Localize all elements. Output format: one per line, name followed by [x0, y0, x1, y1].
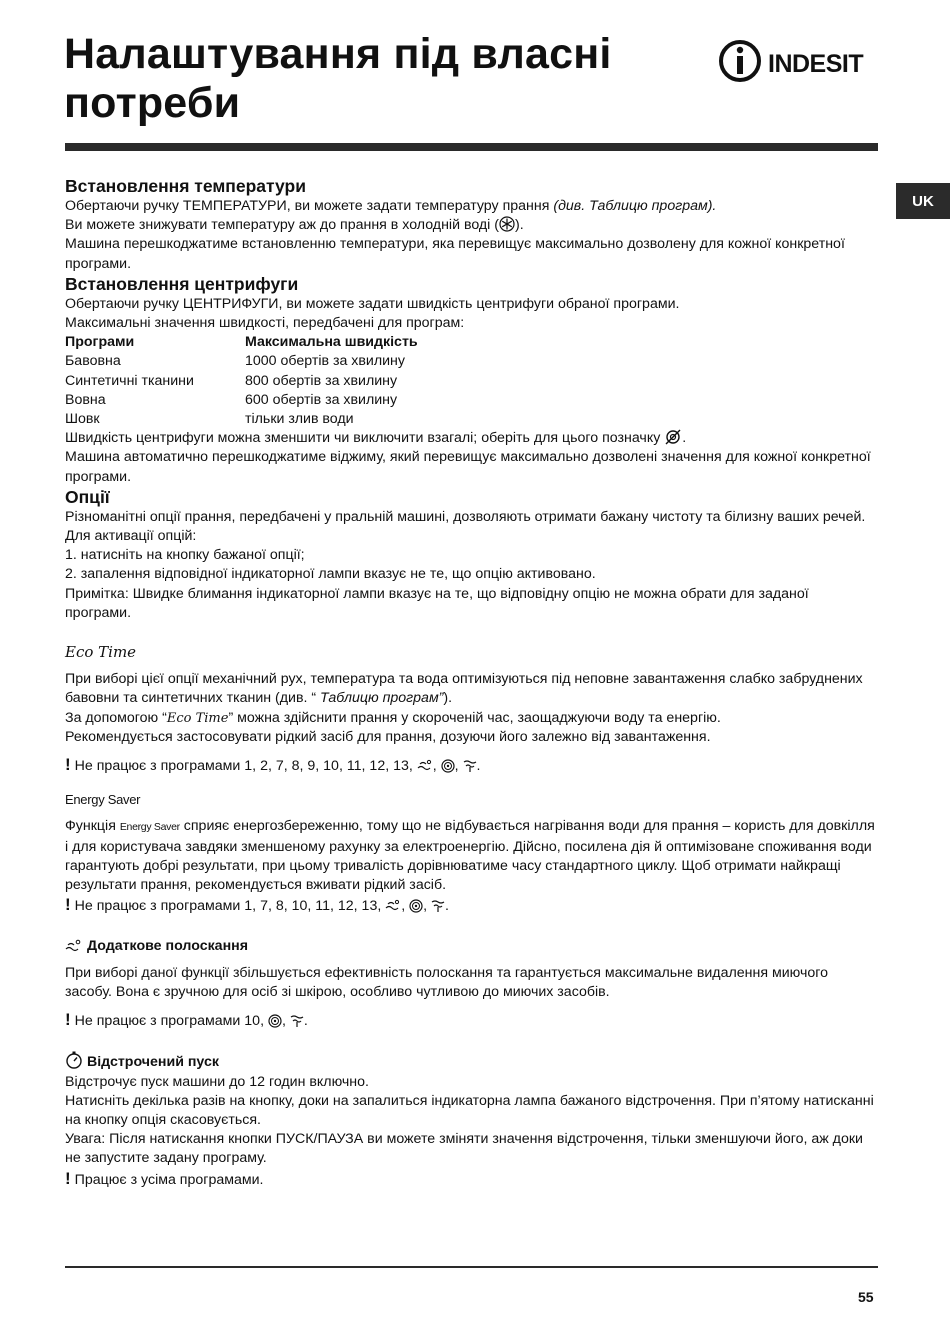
- extra-rinse-warning: ! Не працює з програмами 10, , .: [65, 1010, 308, 1030]
- spin-p2: Максимальні значення швидкості, передбачені для програм:: [65, 315, 465, 332]
- drain-icon: [431, 899, 445, 913]
- ecotime-warning: ! Не працює з програмами 1, 2, 7, 8, 9, 10, 11, 12, 13, , , .: [65, 755, 481, 775]
- warning-icon: !: [65, 895, 71, 915]
- program-cell: Вовна: [65, 391, 106, 408]
- col-max-speed: Максимальна швидкість: [245, 334, 418, 351]
- ecotime-p2: [65, 709, 878, 728]
- text: Працює з усіма програмами.: [74, 1171, 264, 1188]
- spacer: [65, 662, 878, 670]
- delay-start-p3: Увага: Після натискання кнопки ПУСК/ПАУЗА ви можете зміняти значення відстрочення, тільки зменшуючи його, аж доки не запустите задану програму.: [65, 1131, 863, 1167]
- text: Функція: [65, 818, 120, 835]
- spin-p1: Обертаючи ручку ЦЕНТРИФУГИ, ви можете задати швидкість центрифуги обраної програми.: [65, 295, 680, 312]
- wool-icon: [441, 759, 455, 773]
- spacer: [65, 809, 878, 817]
- spin-p3: [65, 429, 878, 448]
- section-energy-saver: [65, 790, 878, 916]
- text: Швидкість центрифуги можна зменшити чи виключити взагалі; оберіть для цього позначку: [65, 430, 665, 447]
- rinse-icon: [417, 759, 433, 773]
- table-row: [65, 391, 418, 410]
- text-italic: Таблицю програм”: [316, 690, 444, 707]
- text: Не працює з програмами 1, 2, 7, 8, 9, 10, 11, 12, 13,: [74, 758, 417, 775]
- text: При виборі цієї опції механічний рух, температура та вода оптимізуються під неповне завантаження слабко забруднених бавовни та синтетичних тканин (див. “: [65, 671, 863, 707]
- spacer: [65, 747, 878, 755]
- section-temperature: [65, 176, 878, 274]
- footer-rule: [65, 1266, 878, 1268]
- rinse-icon: [385, 899, 401, 913]
- wool-icon: [409, 899, 423, 913]
- speed-cell: 600 обертів за хвилину: [245, 391, 398, 408]
- ecotime-label: Eco Time: [65, 643, 137, 662]
- text: .: [682, 430, 687, 447]
- section-delay-start: [65, 1051, 878, 1189]
- no-spin-icon: [664, 429, 682, 445]
- text: ).: [515, 217, 524, 234]
- text: За допомогою “: [65, 709, 167, 726]
- text-italic: (див. Таблицю програм).: [553, 198, 717, 214]
- stopwatch-icon: [65, 1051, 83, 1069]
- section-ecotime: [65, 643, 878, 776]
- subheading: Відстрочений пуск: [86, 1054, 219, 1071]
- ecotime-p1: [65, 670, 878, 708]
- page-number: 55: [858, 1289, 874, 1305]
- text: Ви можете знижувати температуру аж до прання в холодній воді (: [65, 217, 499, 234]
- title-line-2: потреби: [64, 79, 241, 127]
- options-heading: Опції: [65, 486, 110, 507]
- text: ).: [443, 690, 453, 707]
- program-cell: Бавовна: [65, 353, 121, 370]
- text: сприяє енергозбереженню, тому що не відбувається нагрівання води для прання – користь для довкілля і для користувача завдяки зменшеному рахунку за електроенергію. Дійсно, посилена дія й оптимізоване споживання води гарантують добрі результати, при цьому тривалість дорівнюватиме часу стандартного циклу. Щоб отримати найкращі результати прання, рекомендується вживати рідкий засіб.: [65, 818, 875, 894]
- temperature-p1: [65, 197, 878, 216]
- speed-cell: тільки злив води: [245, 411, 354, 428]
- options-p3: 1. натисніть на кнопку бажаної опції;: [65, 547, 305, 564]
- drain-icon: [290, 1014, 304, 1028]
- title-line-1: Налаштування під власні: [64, 30, 612, 78]
- col-programs: Програми: [65, 334, 135, 351]
- spin-speed-table: [65, 333, 418, 429]
- language-tab: UK: [896, 183, 950, 219]
- table-row: [65, 372, 418, 391]
- brand-name: INDESIT: [768, 50, 864, 78]
- spacer: [65, 776, 878, 790]
- ecotime-p3: Рекомендується застосовувати рідкий засіб для прання, дозуючи його залежно від завантаження.: [65, 728, 711, 745]
- energy-saver-warning: ! Не працює з програмами 1, 7, 8, 10, 11, 12, 13, , , .: [65, 895, 449, 915]
- temperature-heading: Встановлення температури: [65, 176, 306, 196]
- program-cell: Синтетичні тканини: [65, 372, 194, 389]
- page-content: [65, 176, 878, 1190]
- spin-p4: Машина автоматично перешкоджатиме віджиму, який перевищує максимально дозволені значення для кожної конкретної програми.: [65, 449, 871, 485]
- warning-icon: !: [65, 755, 71, 775]
- delay-start-heading: [65, 1051, 878, 1072]
- speed-cell: 1000 обертів за хвилину: [245, 353, 405, 370]
- delay-start-p1: Відстрочує пуск машини до 12 годин включно.: [65, 1073, 369, 1090]
- spacer: [65, 1031, 878, 1051]
- temperature-p3: Машина перешкоджатиме встановленню температури, яка перевищує максимально дозволену для кожної конкретної програми.: [65, 236, 845, 272]
- table-row: [65, 352, 418, 371]
- extra-rinse-p1: При виборі даної функції збільшується ефективність полоскання та гарантується максимальне видалення миючого засобу. Вона є зручною для осіб зі шкірою, особливо чутливою до миючих засобів.: [65, 964, 828, 1000]
- section-extra-rinse: [65, 937, 878, 1032]
- text: ” можна здійснити прання у скороченій час, заощаджуючи воду та енергію.: [228, 709, 721, 726]
- warning-icon: !: [65, 1010, 71, 1030]
- program-cell: Шовк: [65, 411, 100, 428]
- table-header-row: [65, 333, 418, 352]
- warning-icon: !: [65, 1168, 71, 1188]
- indesit-logo: [716, 38, 881, 84]
- snowflake-icon: [499, 216, 515, 232]
- text: Не працює з програмами 1, 7, 8, 10, 11, 12, 13,: [74, 898, 386, 915]
- drain-icon: [463, 759, 477, 773]
- table-row: [65, 410, 418, 429]
- options-p2: Для активації опцій:: [65, 528, 197, 545]
- text: Обертаючи ручку ТЕМПЕРАТУРИ, ви можете задати температуру прання: [65, 198, 554, 214]
- options-p4: 2. запалення відповідної індикаторної лампи вказує не те, що опцію активовано.: [65, 566, 596, 583]
- speed-cell: 800 обертів за хвилину: [245, 372, 398, 389]
- subheading: Додаткове полоскання: [86, 937, 248, 954]
- text: Не працює з програмами 10,: [74, 1013, 268, 1030]
- spacer: [65, 1002, 878, 1010]
- energy-saver-inline-label: Energy Saver: [119, 821, 180, 834]
- ecotime-inline-label: Eco Time: [166, 710, 229, 726]
- energy-saver-label: Energy Saver: [65, 792, 141, 808]
- spacer: [65, 623, 878, 643]
- spacer: [65, 956, 878, 964]
- energy-saver-p1: [65, 817, 878, 895]
- spacer: [65, 917, 878, 937]
- temperature-p2: [65, 216, 878, 235]
- spin-heading: Встановлення центрифуги: [65, 273, 299, 294]
- delay-start-p2: Натисніть декілька разів на кнопку, доки на запалиться індикаторна лампа бажаного відстрочення. При п’ятому натисканні на кнопку опція скасовується.: [65, 1092, 874, 1128]
- delay-start-warning: [65, 1169, 878, 1190]
- section-spin: [65, 274, 878, 487]
- section-options: [65, 487, 878, 623]
- extra-rinse-heading: [65, 937, 878, 956]
- options-p1: Різноманітні опції прання, передбачені у пральній машині, дозволяють отримати бажану чистоту та білизну ваших речей.: [65, 508, 866, 525]
- header-rule: [65, 143, 878, 151]
- options-p5: Примітка: Швидке блимання індикаторної лампи вказує на те, що відповідну опцію не можна обрати для заданої програми.: [65, 585, 809, 621]
- page-title: [64, 30, 612, 128]
- wool-icon: [268, 1014, 282, 1028]
- rinse-icon: [65, 939, 83, 953]
